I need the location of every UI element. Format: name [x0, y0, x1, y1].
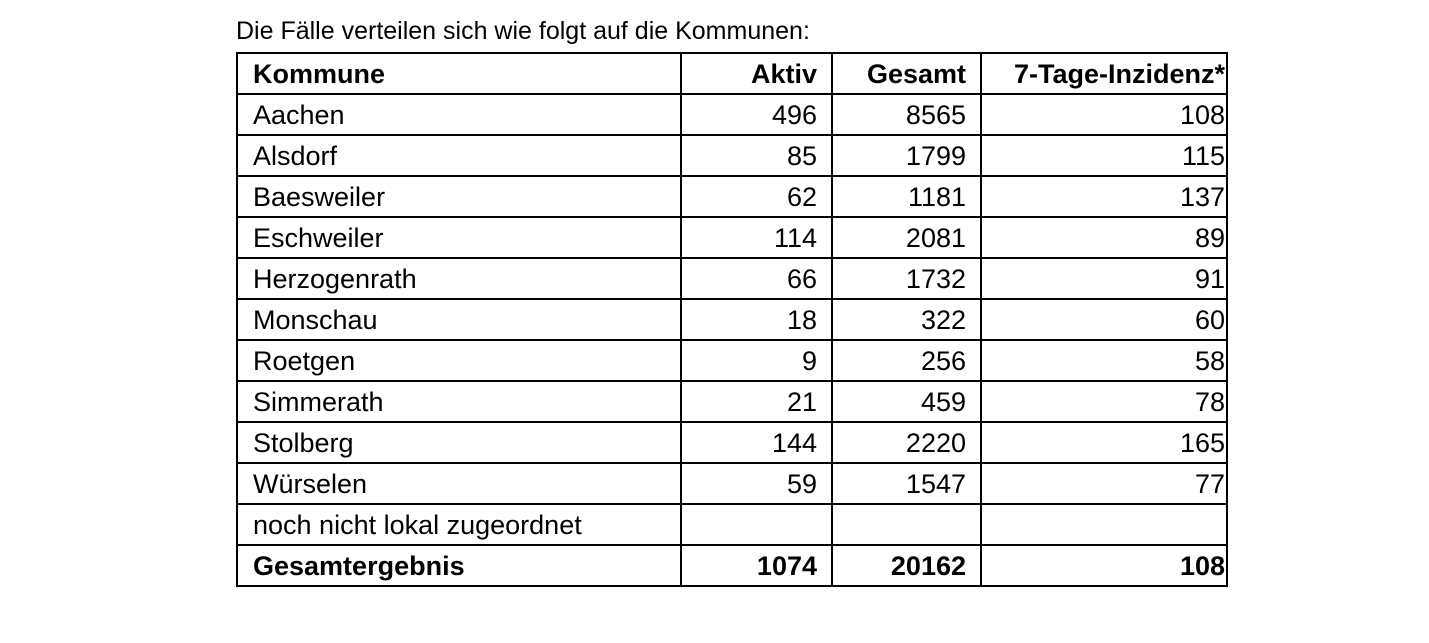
header-aktiv: Aktiv: [681, 53, 832, 94]
table-row: [237, 135, 1227, 176]
cell-inzidenz: 108: [981, 94, 1227, 135]
table-row: [237, 94, 1227, 135]
cell-kommune: Roetgen: [237, 340, 681, 381]
cell-inzidenz: 78: [981, 381, 1227, 422]
cell-aktiv: 496: [681, 94, 832, 135]
cell-kommune: Stolberg: [237, 422, 681, 463]
cell-kommune: Eschweiler: [237, 217, 681, 258]
cell-inzidenz: 60: [981, 299, 1227, 340]
cell-inzidenz: 58: [981, 340, 1227, 381]
cell-gesamt: 1181: [832, 176, 981, 217]
cell-kommune: Herzogenrath: [237, 258, 681, 299]
table-row: [237, 176, 1227, 217]
total-aktiv: 1074: [681, 545, 832, 586]
total-inzidenz: 108: [981, 545, 1227, 586]
cell-kommune: Aachen: [237, 94, 681, 135]
table-row: [237, 258, 1227, 299]
cases-by-municipality-table: [236, 52, 1228, 587]
cell-inzidenz: 91: [981, 258, 1227, 299]
cell-gesamt: 1732: [832, 258, 981, 299]
table-header-row: [237, 53, 1227, 94]
total-row: [237, 545, 1227, 586]
total-gesamt: 20162: [832, 545, 981, 586]
cell-aktiv: 62: [681, 176, 832, 217]
total-label: Gesamtergebnis: [237, 545, 681, 586]
header-inzidenz: 7-Tage-Inzidenz*: [981, 53, 1227, 94]
table-row: [237, 463, 1227, 504]
table-row: [237, 340, 1227, 381]
cell-gesamt: 459: [832, 381, 981, 422]
cell-inzidenz: 77: [981, 463, 1227, 504]
table-row: [237, 381, 1227, 422]
cell-inzidenz: 115: [981, 135, 1227, 176]
cell-aktiv: 85: [681, 135, 832, 176]
cell-kommune: Alsdorf: [237, 135, 681, 176]
header-gesamt: Gesamt: [832, 53, 981, 94]
cell-gesamt: 1547: [832, 463, 981, 504]
cell-gesamt: 2081: [832, 217, 981, 258]
cell-inzidenz: [981, 504, 1227, 545]
cell-aktiv: 18: [681, 299, 832, 340]
cell-gesamt: 2220: [832, 422, 981, 463]
cell-aktiv: 66: [681, 258, 832, 299]
cell-gesamt: 256: [832, 340, 981, 381]
cell-aktiv: 21: [681, 381, 832, 422]
intro-text: Die Fälle verteilen sich wie folgt auf die Kommunen:: [236, 17, 810, 45]
table-row: [237, 504, 1227, 545]
table-row: [237, 299, 1227, 340]
table-row: [237, 217, 1227, 258]
cell-inzidenz: 137: [981, 176, 1227, 217]
cell-inzidenz: 165: [981, 422, 1227, 463]
cell-gesamt: 322: [832, 299, 981, 340]
cell-kommune: noch nicht lokal zugeordnet: [237, 504, 681, 545]
header-kommune: Kommune: [237, 53, 681, 94]
cell-aktiv: [681, 504, 832, 545]
cell-aktiv: 59: [681, 463, 832, 504]
cell-kommune: Würselen: [237, 463, 681, 504]
cell-aktiv: 114: [681, 217, 832, 258]
cell-gesamt: 1799: [832, 135, 981, 176]
cell-kommune: Baesweiler: [237, 176, 681, 217]
table-row: [237, 422, 1227, 463]
cell-aktiv: 9: [681, 340, 832, 381]
cell-aktiv: 144: [681, 422, 832, 463]
cell-kommune: Monschau: [237, 299, 681, 340]
cell-gesamt: [832, 504, 981, 545]
cell-inzidenz: 89: [981, 217, 1227, 258]
cell-kommune: Simmerath: [237, 381, 681, 422]
cell-gesamt: 8565: [832, 94, 981, 135]
